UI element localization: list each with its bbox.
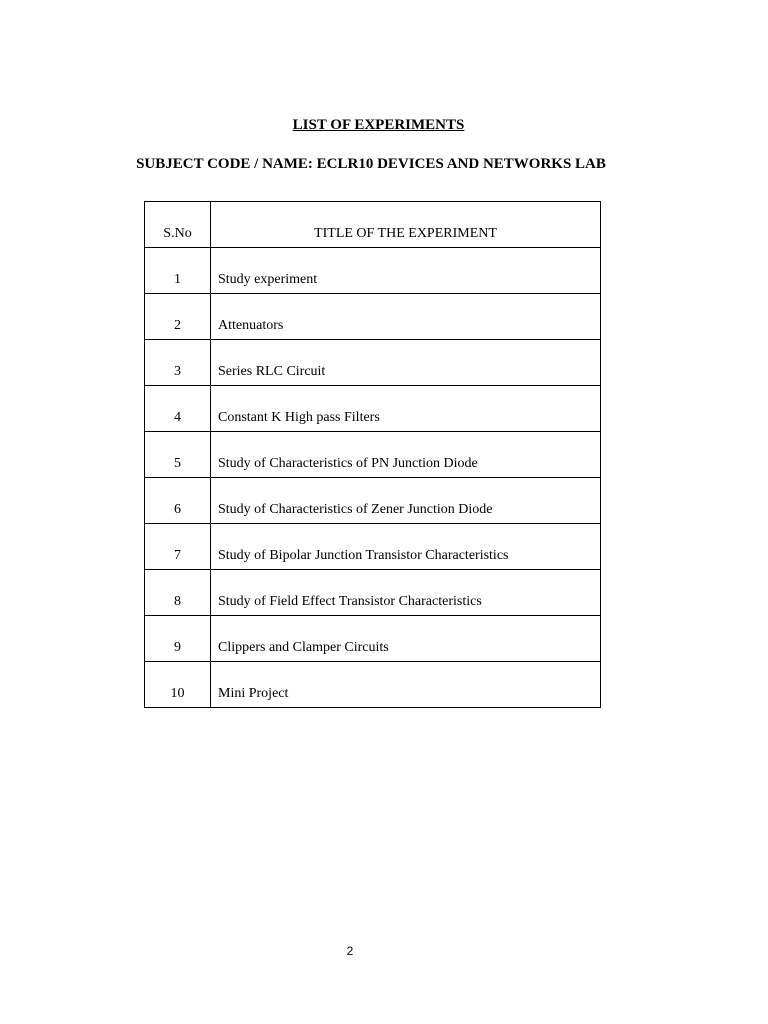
row-sno: 5 — [145, 432, 211, 478]
document-subtitle: SUBJECT CODE / NAME: ECLR10 DEVICES AND NETWORKS LAB — [136, 156, 606, 172]
page-number: 2 — [346, 944, 354, 958]
document-title: LIST OF EXPERIMENTS — [292, 117, 465, 133]
row-title: Attenuators — [211, 294, 601, 340]
row-title: Series RLC Circuit — [211, 340, 601, 386]
table-row — [145, 616, 601, 662]
row-sno: 9 — [145, 616, 211, 662]
row-title: Mini Project — [211, 662, 601, 708]
table-row — [145, 524, 601, 570]
table-body — [145, 248, 601, 708]
row-sno: 10 — [145, 662, 211, 708]
table-row — [145, 662, 601, 708]
row-title: Constant K High pass Filters — [211, 386, 601, 432]
table-row — [145, 340, 601, 386]
row-sno: 8 — [145, 570, 211, 616]
row-title: Study of Characteristics of Zener Junction Diode — [211, 478, 601, 524]
table-row — [145, 570, 601, 616]
row-title: Study of Field Effect Transistor Characteristics — [211, 570, 601, 616]
row-sno: 7 — [145, 524, 211, 570]
row-title: Clippers and Clamper Circuits — [211, 616, 601, 662]
table-row — [145, 386, 601, 432]
experiments-table — [144, 201, 601, 708]
row-sno: 2 — [145, 294, 211, 340]
table-row — [145, 248, 601, 294]
row-title: Study experiment — [211, 248, 601, 294]
table-row — [145, 432, 601, 478]
table-row — [145, 294, 601, 340]
row-title: Study of Characteristics of PN Junction Diode — [211, 432, 601, 478]
table-header-row — [145, 202, 601, 248]
row-sno: 6 — [145, 478, 211, 524]
row-sno: 1 — [145, 248, 211, 294]
column-header-sno: S.No — [145, 202, 211, 248]
table-row — [145, 478, 601, 524]
column-header-title: TITLE OF THE EXPERIMENT — [211, 202, 601, 248]
row-sno: 3 — [145, 340, 211, 386]
table-header — [145, 202, 601, 248]
row-sno: 4 — [145, 386, 211, 432]
row-title: Study of Bipolar Junction Transistor Characteristics — [211, 524, 601, 570]
